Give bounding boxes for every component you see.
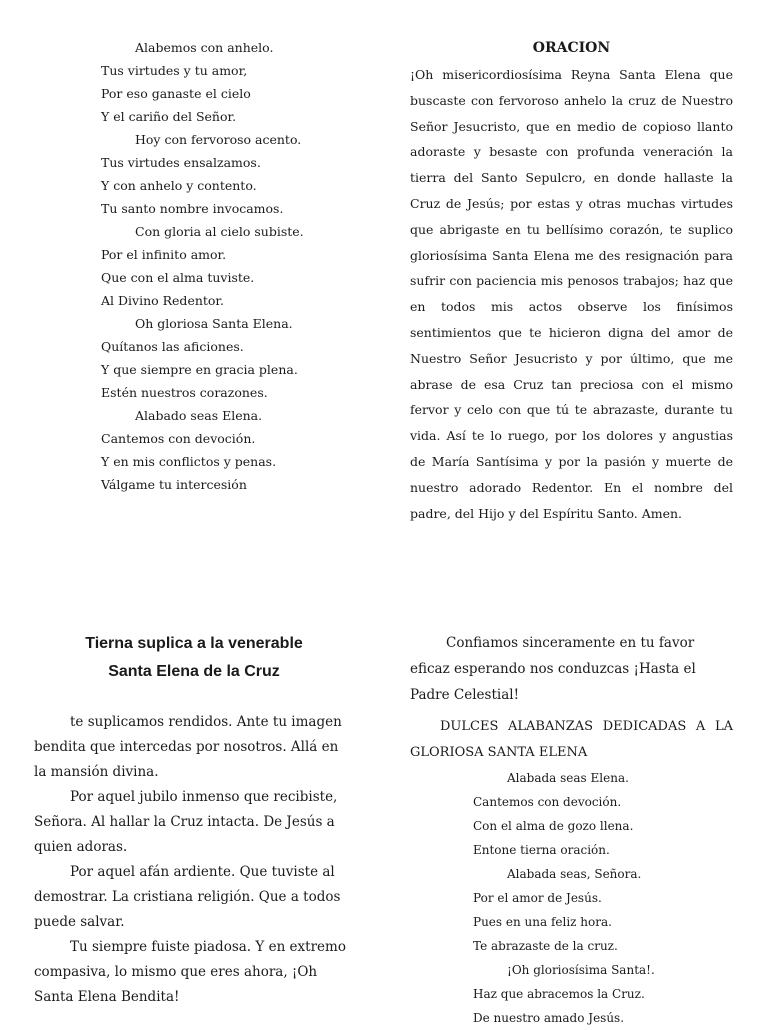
tierna-paragraph: Por aquel jubilo inmenso que recibiste, Señora. Al hallar la Cruz intacta. De Jesús a quien adoras. xyxy=(34,789,338,855)
confiamos-paragraph: Confiamos sinceramente en tu favor eficaz esperando nos conduzcas ¡Hasta el Padre Celestial! xyxy=(410,635,696,703)
poem-line: Quítanos las aficiones. xyxy=(101,339,244,354)
oracion-section xyxy=(410,36,733,526)
dulces-alabanzas-section xyxy=(410,630,733,1030)
poem-line: Por el infinito amor. xyxy=(101,247,227,262)
poem-line: Alabada seas, Señora. xyxy=(507,867,642,881)
alabanza-poem xyxy=(101,36,391,496)
poem-line: Estén nuestros corazones. xyxy=(101,385,268,400)
poem-line: Alabada seas Elena. xyxy=(507,771,629,785)
poem-line: Con el alma de gozo llena. xyxy=(473,819,634,833)
poem-line: Entone tierna oración. xyxy=(473,843,610,857)
poem-line: Válgame tu intercesión xyxy=(101,477,247,492)
poem-line: Tus virtudes y tu amor, xyxy=(101,63,248,78)
poem-line: Y en mis conflictos y penas. xyxy=(101,454,277,469)
tierna-paragraphs xyxy=(34,710,354,1010)
poem-line: Pues en una feliz hora. xyxy=(473,915,612,929)
poem-line: Tu santo nombre invocamos. xyxy=(101,201,284,216)
tierna-paragraph: te suplicamos rendidos. Ante tu imagen bendita que intercedas por nosotros. Allá en la mansión divina. xyxy=(34,714,342,780)
poem-line: Y el cariño del Señor. xyxy=(101,109,237,124)
poem-line: De nuestro amado Jesús. xyxy=(473,1011,625,1025)
dulces-heading: DULCES ALABANZAS DEDICADAS A LA GLORIOSA SANTA ELENA xyxy=(410,719,733,760)
poem-line: Cantemos con devoción. xyxy=(101,431,256,446)
poem-line: Con gloria al cielo subiste. xyxy=(135,224,304,239)
tierna-suplica-section xyxy=(34,630,354,1010)
poem-line: Hoy con fervoroso acento. xyxy=(135,132,302,147)
poem-line: Por eso ganaste el cielo xyxy=(101,86,251,101)
dulces-poem xyxy=(473,766,733,1030)
poem-line: ¡Oh gloriosísima Santa!. xyxy=(507,963,655,977)
oracion-title: ORACION xyxy=(532,40,611,56)
poem-line: Al Divino Redentor. xyxy=(101,293,225,308)
poem-line: Haz que abracemos la Cruz. xyxy=(473,987,645,1001)
tierna-paragraph: Por aquel afán ardiente. Que tuviste al demostrar. La cristiana religión. Que a todos puede salvar. xyxy=(34,864,341,930)
tierna-title-line1: Tierna suplica a la venerable xyxy=(85,635,303,652)
poem-line: Y con anhelo y contento. xyxy=(101,178,257,193)
poem-line: Alabemos con anhelo. xyxy=(135,40,274,55)
poem-line: Y que siempre en gracia plena. xyxy=(101,362,298,377)
poem-line: Alabado seas Elena. xyxy=(135,408,263,423)
poem-line: Por el amor de Jesús. xyxy=(473,891,602,905)
poem-line: Te abrazaste de la cruz. xyxy=(473,939,618,953)
tierna-paragraph: Tu siempre fuiste piadosa. Y en extremo compasiva, lo mismo que eres ahora, ¡Oh Santa Elena Bendita! xyxy=(34,939,346,1005)
poem-line: Tus virtudes ensalzamos. xyxy=(101,155,261,170)
poem-line: Cantemos con devoción. xyxy=(473,795,622,809)
poem-line: Que con el alma tuviste. xyxy=(101,270,255,285)
tierna-title-line2: Santa Elena de la Cruz xyxy=(108,663,280,680)
oracion-body: ¡Oh misericordiosísima Reyna Santa Elena que buscaste con fervoroso anhelo la cruz de Nuestro Señor Jesucristo, que en medio de copioso llanto adoraste y besaste con profunda veneración la tierra del Santo Sepulcro, en donde hallaste la Cruz de Jesús; por estas y otras muchas virtudes que abrigaste en tu bellísimo corazón, te suplico gloriosísima Santa Elena me des resignación para sufrir con paciencia mis penosos trabajos; haz que en todos mis actos observe los finísimos sentimientos que te hicieron digna del amor de Nuestro Señor Jesucristo y por último, que me abrase de esa Cruz tan preciosa con el mismo fervor y celo con que tú te abrazaste, durante tu vida. Así te lo ruego, por los dolores y angustias de María Santísima y por la pasión y muerte de nuestro adorado Redentor. En el nombre del padre, del Hijo y del Espíritu Santo. Amen. xyxy=(410,67,733,521)
poem-line: Oh gloriosa Santa Elena. xyxy=(135,316,293,331)
